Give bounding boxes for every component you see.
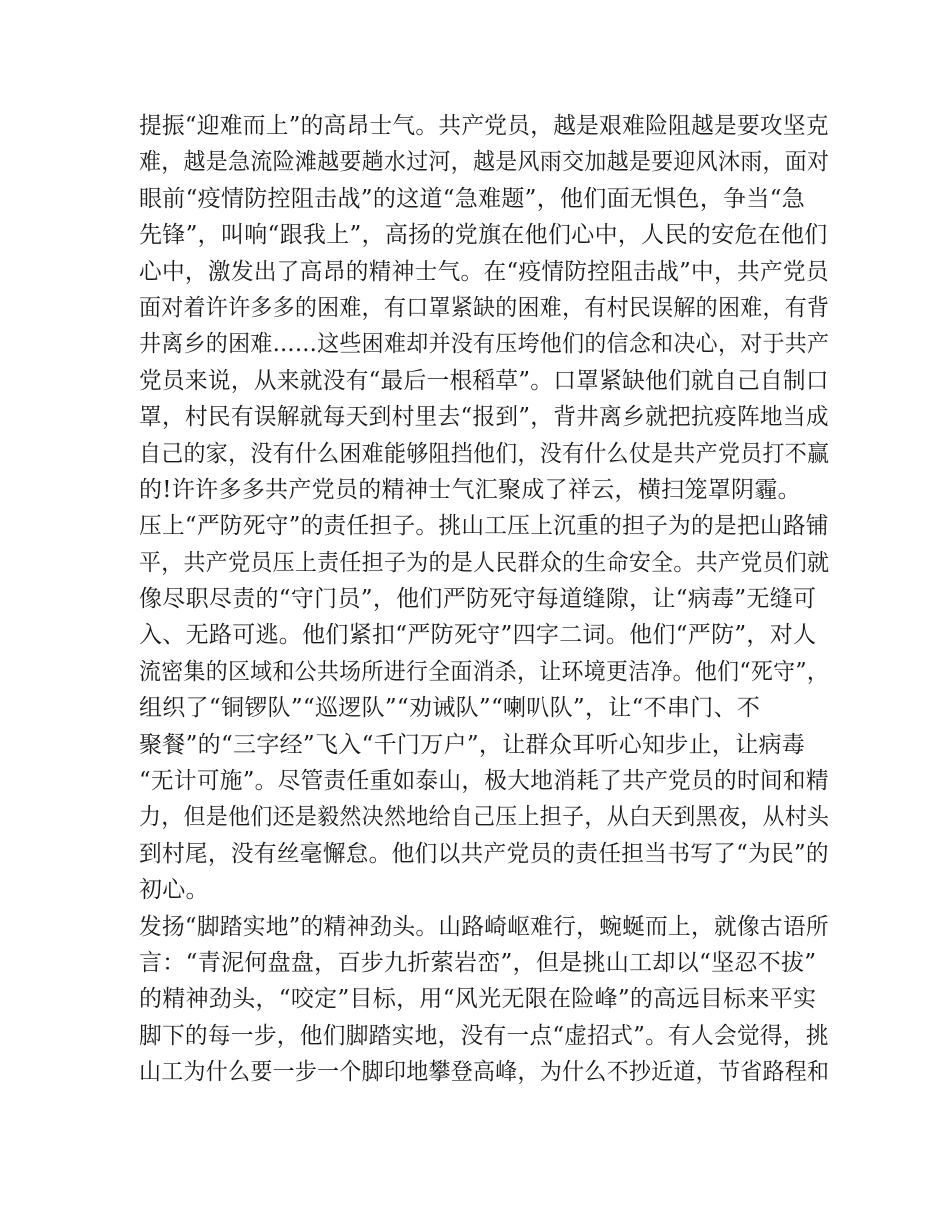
text-line: 面对着许许多多的困难，有口罩紧缺的困难，有村民误解的困难，有背: [139, 294, 830, 321]
text-line: 力，但是他们还是毅然决然地给自己压上担子，从白天到黑夜，从村头: [139, 804, 830, 831]
text-line: “无计可施”。尽管责任重如泰山，极大地消耗了共产党员的时间和精: [139, 768, 829, 795]
text-line: 像尽职尽责的“守门员”，他们严防死守每道缝隙，让“病毒”无缝可: [139, 586, 817, 613]
text-line: 到村尾，没有丝毫懈怠。他们以共产党员的责任担当书写了“为民”的: [139, 840, 829, 867]
text-line: 党员来说，从来就没有“最后一根稻草”。口罩紧缺他们就自己自制口: [139, 367, 829, 394]
text-line: 初心。: [139, 877, 209, 904]
text-line: 组织了“铜锣队”“巡逻队”“劝诫队”“喇叭队”，让“不串门、不: [139, 695, 761, 722]
body-text: [139, 108, 829, 1091]
text-line: 难，越是急流险滩越要趟水过河，越是风雨交加越是要迎风沐雨，面对: [139, 149, 830, 176]
text-line: 心中，激发出了高昂的精神士气。在“疫情防控阻击战”中，共产党员: [139, 258, 829, 285]
text-line: 先锋”，叫响“跟我上”，高扬的党旗在他们心中，人民的安危在他们: [139, 222, 828, 249]
text-line: 流密集的区域和公共场所进行全面消杀，让环境更洁净。他们“死守”，: [139, 658, 830, 685]
text-line: 提振“迎难而上”的高昂士气。共产党员，越是艰难险阻越是要攻坚克: [139, 113, 829, 139]
text-line: 发扬“脚踏实地”的精神劲头。山路崎岖难行，蜿蜒而上，就像古语所: [139, 913, 829, 940]
text-line: 的精神劲头，“咬定”目标，用“风光无限在险峰”的高远目标来平实: [139, 986, 817, 1013]
text-line: 罩，村民有误解就每天到村里去“报到”，背井离乡就把抗疫阵地当成: [139, 404, 829, 431]
text-line: 眼前“疫情防控阻击战”的这道“急难题”，他们面无惧色，争当“急: [139, 185, 806, 212]
text-line: 山工为什么要一步一个脚印地攀登高峰，为什么不抄近道，节省路程和: [139, 1059, 830, 1086]
text-line: 井离乡的困难……这些困难却并没有压垮他们的信念和决心，对于共产: [139, 331, 830, 358]
text-line: 压上“严防死守”的责任担子。挑山工压上沉重的担子为的是把山路铺: [139, 513, 829, 540]
text-line: 平，共产党员压上责任担子为的是人民群众的生命安全。共产党员们就: [139, 549, 830, 576]
text-line: 言：“青泥何盘盘，百步九折萦岩峦”，但是挑山工却以“坚忍不拔”: [139, 949, 817, 976]
text-line: 聚餐”的“三字经”飞入“千门万户”，让群众耳听心知步止，让病毒: [139, 731, 806, 758]
text-line: 自己的家，没有什么困难能够阻挡他们，没有什么仗是共产党员打不赢: [139, 440, 830, 467]
text-line: 的!许许多多共产党员的精神士气汇聚成了祥云，横扫笼罩阴霾。: [139, 476, 801, 503]
text-line: 入、无路可逃。他们紧扣“严防死守”四字二词。他们“严防”，对人: [139, 622, 817, 649]
text-line: 脚下的每一步，他们脚踏实地，没有一点“虚招式”。有人会觉得，挑: [139, 1022, 829, 1049]
